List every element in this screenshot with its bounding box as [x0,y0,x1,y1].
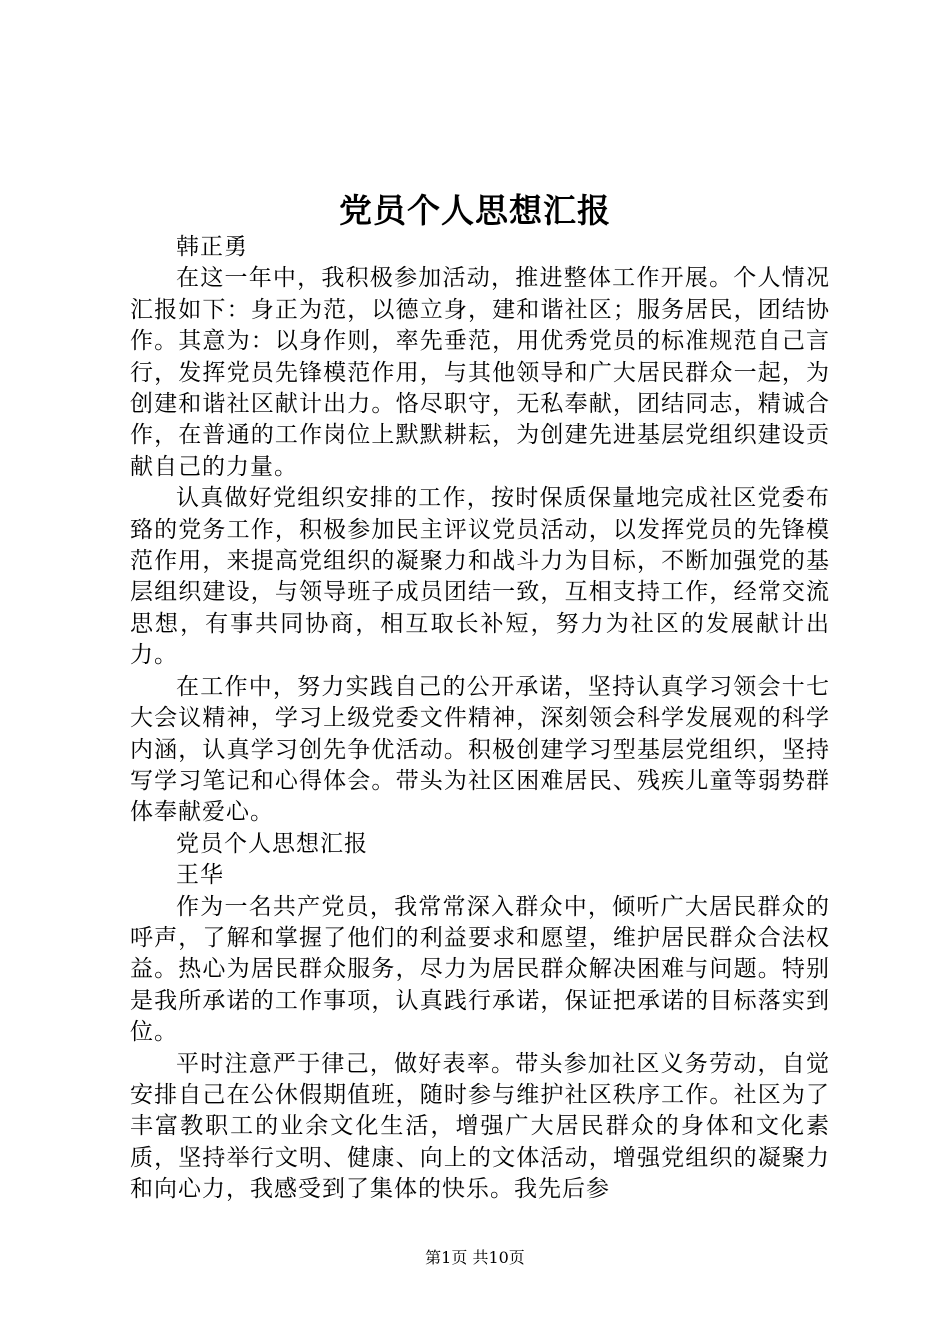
document-title: 党员个人思想汇报 [339,191,611,230]
paragraph: 认真做好党组织安排的工作，按时保质保量地完成社区党委布臵的党务工作，积极参加民主评议党员活动，以发挥党员的先锋模范作用，来提高党组织的凝聚力和战斗力为目标，不断加强党的基层组织建设，与领导班子成员团结一致，互相支持工作，经常交流思想，有事共同协商，相互取长补短，努力为社区的发展献计出力。 [130,485,830,669]
paragraph: 平时注意严于律己，做好表率。带头参加社区义务劳动，自觉安排自己在公休假期值班，随时参与维护社区秩序工作。社区为了丰富教职工的业余文化生活，增强广大居民群众的身体和文化素质，坚持举行文明、健康、向上的文体活动，增强党组织的凝聚力和向心力，我感受到了集体的快乐。我先后参 [130,1050,830,1203]
section-subtitle: 党员个人思想汇报 [176,830,368,857]
author-name: 韩正勇 [176,234,248,260]
paragraph: 在工作中，努力实践自己的公开承诺，坚持认真学习领会十七大会议精神，学习上级党委文件精神，深刻领会科学发展观的科学内涵，认真学习创先争优活动。积极创建学习型基层党组织，坚持写学习笔记和心得体会。带头为社区困难居民、残疾儿童等弱势群体奉献爱心。 [130,673,830,826]
page-number-footer: 第1页 共10页 [425,1248,525,1267]
paragraph: 在这一年中，我积极参加活动，推进整体工作开展。个人情况汇报如下：身正为范，以德立身，建和谐社区；服务居民，团结协作。其意为：以身作则，率先垂范，用优秀党员的标准规范自己言行，发挥党员先锋模范作用，与其他领导和广大居民群众一起，为创建和谐社区献计出力。恪尽职守，无私奉献，团结同志，精诚合作，在普通的工作岗位上默默耕耘，为创建先进基层党组织建设贡献自己的力量。 [130,265,830,480]
document-body [130,232,830,1206]
paragraph: 作为一名共产党员，我常常深入群众中，倾听广大居民群众的呼声，了解和掌握了他们的利益要求和愿望，维护居民群众合法权益。热心为居民群众服务，尽力为居民群众解决困难与问题。特别是我所承诺的工作事项，认真践行承诺，保证把承诺的目标落实到位。 [130,893,830,1046]
author-name: 王华 [176,862,224,889]
